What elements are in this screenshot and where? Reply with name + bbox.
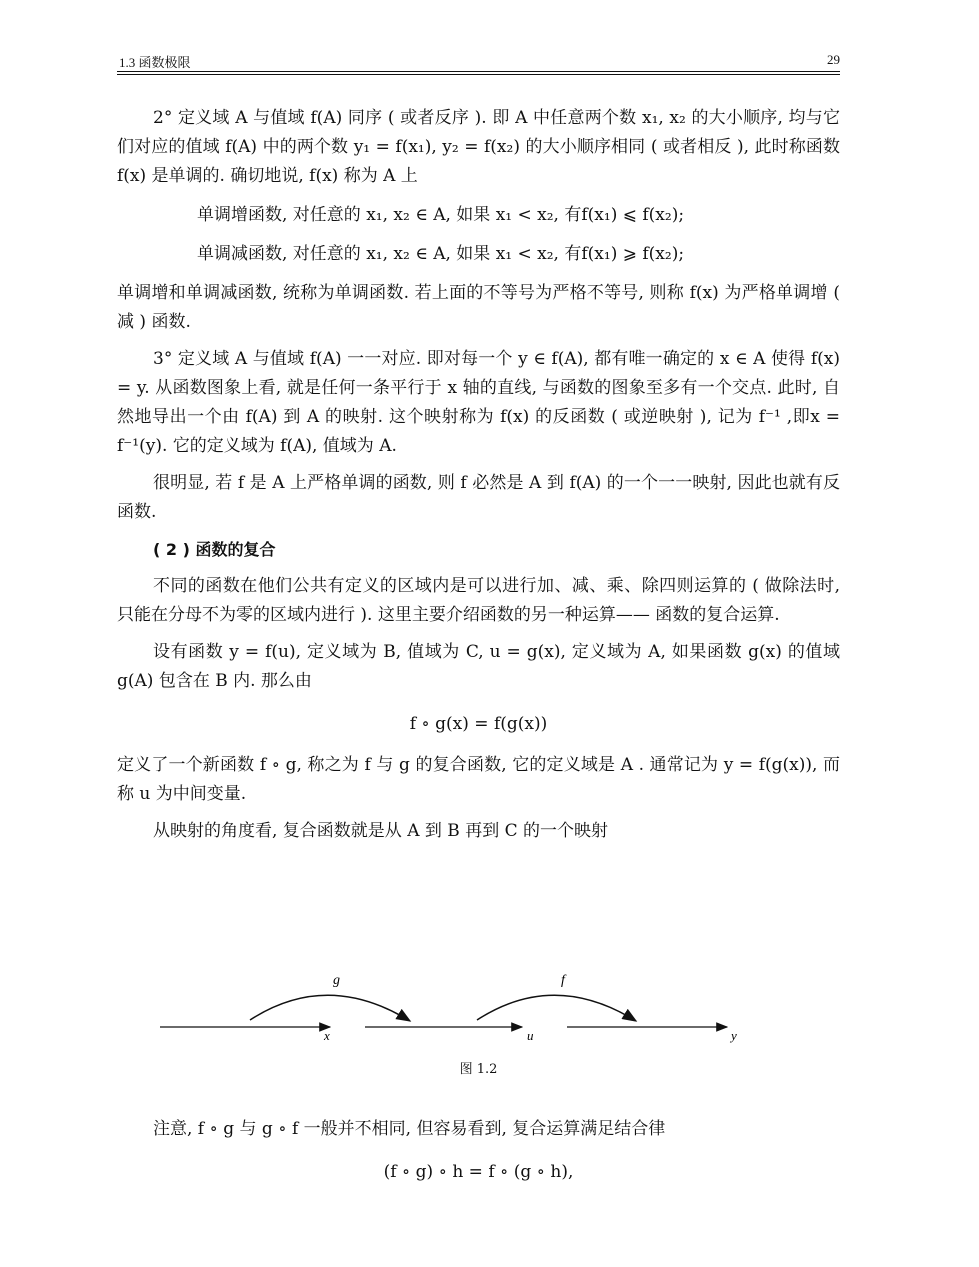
equation-associativity: (f ∘ g) ∘ h = f ∘ (g ∘ h), — [383, 1162, 574, 1182]
label-g: g — [333, 973, 340, 988]
display-increasing: 单调增函数, 对任意的 x₁, x₂ ∈ A, 如果 x₁ < x₂, 有f(x₁) ⩽ f(x₂); — [197, 205, 685, 225]
paragraph-order: 2° 定义域 A 与值域 f(A) 同序 ( 或者反序 ). 即 A 中任意两个数 x₁, x₂ 的大小顺序, 均与它们对应的值域 f(A) 中的两个数 y₁ = f(x₁), y₂ = f(x₂) 的大小顺序相同 ( 或者相反 ), 此时称函数 f(x) 是单调的. 确切地说, f(x) 称为 A 上 — [117, 108, 840, 186]
running-header — [117, 52, 840, 72]
paragraph-note: 注意, f ∘ g 与 g ∘ f 一般并不相同, 但容易看到, 复合运算满足结合律 — [153, 1119, 666, 1139]
label-x: x — [324, 1028, 330, 1043]
label-y: y — [731, 1028, 737, 1043]
label-f: f — [561, 973, 565, 988]
header-rule-thin — [117, 74, 840, 75]
paragraph-mapping: 从映射的角度看, 复合函数就是从 A 到 B 再到 C 的一个映射 — [153, 821, 609, 841]
display-decreasing: 单调减函数, 对任意的 x₁, x₂ ∈ A, 如果 x₁ < x₂, 有f(x₁) ⩾ f(x₂); — [197, 244, 685, 264]
curve-arrow-f — [477, 995, 636, 1021]
figure-composition — [117, 960, 840, 1080]
page-number: 29 — [827, 52, 840, 67]
curve-arrow-g — [250, 995, 410, 1021]
header-rule — [117, 71, 840, 72]
paragraph-operations: 不同的函数在他们公共有定义的区域内是可以进行加、减、乘、除四则运算的 ( 做除法时, 只能在分母不为零的区域内进行 ). 这里主要介绍函数的另一种运算—— 函数的复合运算. — [117, 576, 840, 625]
equation-composition: f ∘ g(x) = f(g(x)) — [409, 714, 548, 734]
paragraph-inverse: 很明显, 若 f 是 A 上严格单调的函数, 则 f 必然是 A 到 f(A) 的一个一一映射, 因此也就有反函数. — [117, 473, 840, 522]
section-title: 1.3 函数极限 — [119, 55, 191, 70]
paragraph-setup: 设有函数 y = f(u), 定义域为 B, 值域为 C, u = g(x), 定义域为 A, 如果函数 g(x) 的值域 g(A) 包含在 B 内. 那么由 — [117, 642, 840, 691]
main-text-continued — [117, 1115, 840, 1199]
main-text — [117, 104, 840, 854]
paragraph-definition: 定义了一个新函数 f ∘ g, 称之为 f 与 g 的复合函数, 它的定义域是 A . 通常记为 y = f(g(x)), 而称 u 为中间变量. — [117, 755, 840, 804]
paragraph-monotone: 单调增和单调减函数, 统称为单调函数. 若上面的不等号为严格不等号, 则称 f(x) 为严格单调增 ( 减 ) 函数. — [117, 283, 840, 332]
subsection-heading: ( 2 ) 函数的复合 — [153, 540, 276, 559]
paragraph-bijection: 3° 定义域 A 与值域 f(A) 一一对应. 即对每一个 y ∈ f(A), 都有唯一确定的 x ∈ A 使得 f(x) = y. 从函数图象上看, 就是任何一条平行于 x 轴的直线, 与函数的图象至多有一个交点. 此时, 自然地导出一个由 f(A) 到 A 的映射. 这个映射称为 f(x) 的反函数 ( 或逆映射 ), 记为 f⁻¹ ,即x = f⁻¹(y). 它的定义域为 f(A), 值域为 A. — [117, 349, 840, 456]
figure-caption: 图 1.2 — [459, 1062, 498, 1077]
label-u: u — [527, 1028, 534, 1043]
mapping-diagram — [117, 960, 840, 1055]
